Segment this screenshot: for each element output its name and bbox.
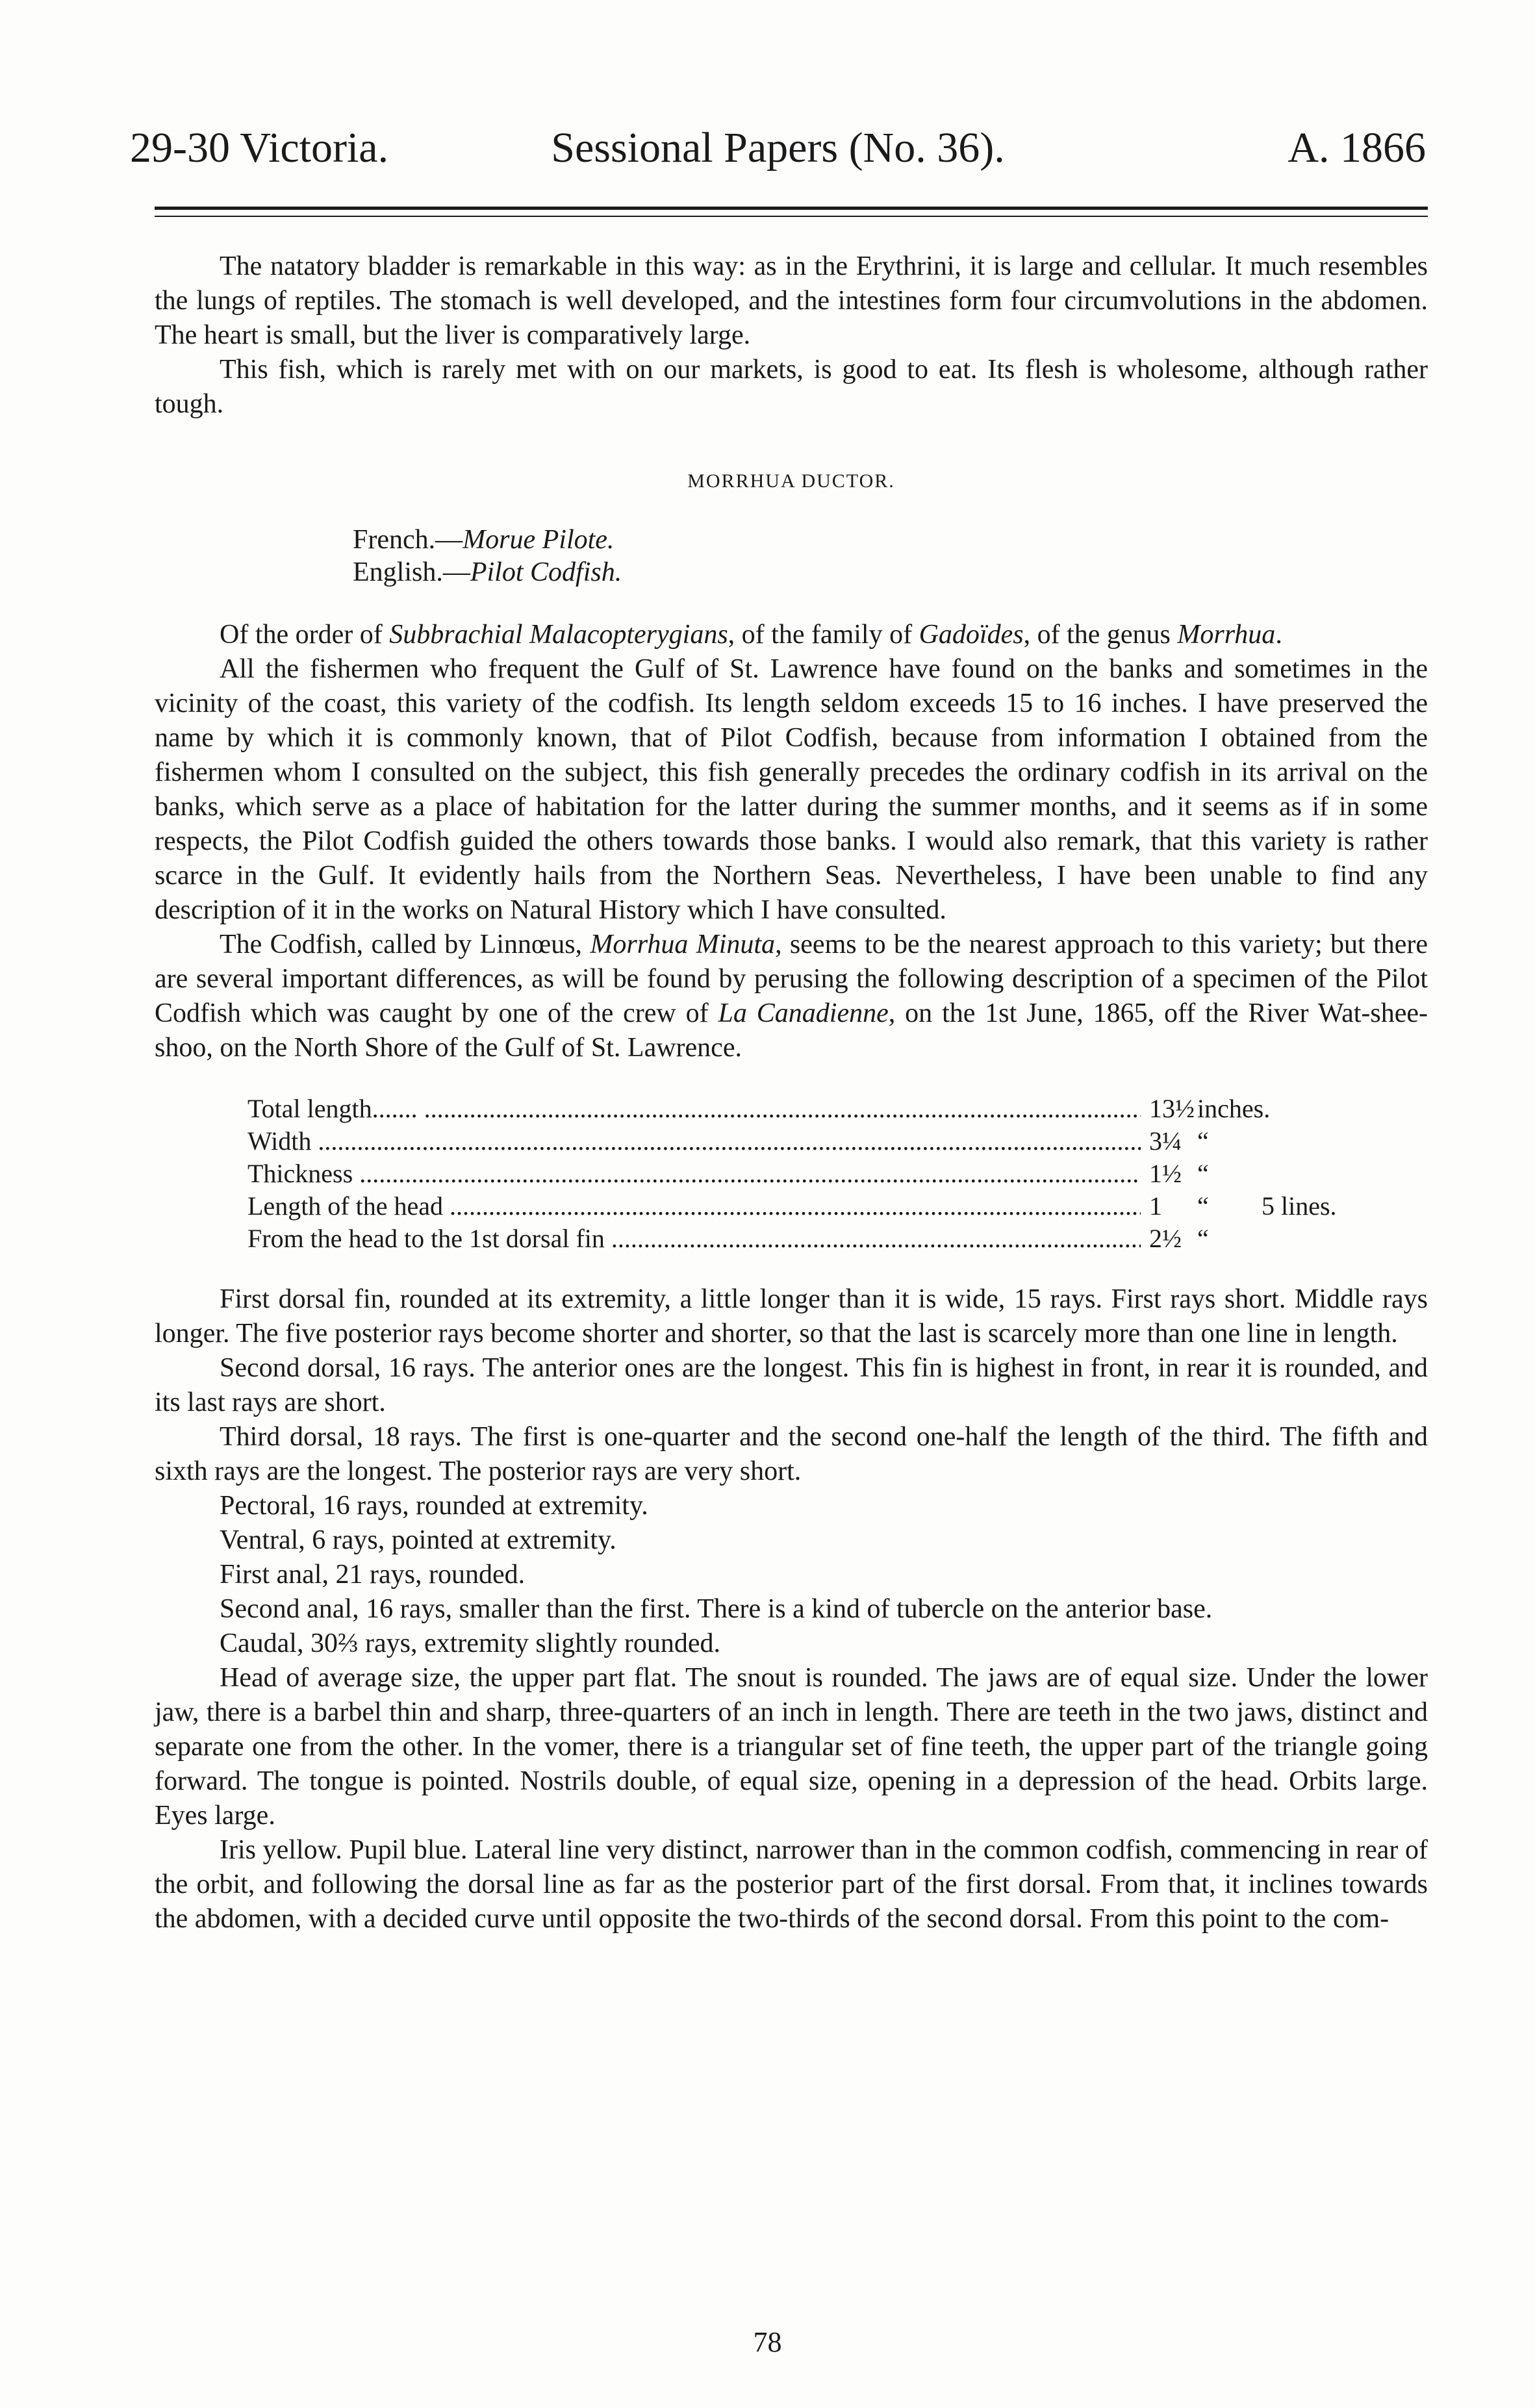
section-heading: MORRHUA DUCTOR. — [687, 470, 895, 492]
vessel-name: La Canadienne — [718, 998, 889, 1028]
header-year: A. 1866 — [1288, 124, 1426, 171]
measurement-value: 3¼ — [1149, 1126, 1182, 1156]
measurement-unit: “ — [1197, 1159, 1209, 1188]
header-title: Sessional Papers (No. 36). — [551, 124, 1005, 171]
paragraph-first-dorsal: First dorsal fin, rounded at its extremity, a little longer than it is wide, 15 rays. First rays short. Middle rays longer. The five posterior rays become shorter and shorter, so that the last is scarcely more than one line in length. — [155, 1284, 1428, 1349]
paragraph-fishermen: All the fishermen who frequent the Gulf of St. Lawrence have found on the banks and sometimes in the vicinity of the coast, this variety of the codfish. Its length seldom exceeds 15 to 16 inches. I have preserved the name by which it is commonly known, that of Pilot Codfish, because from information I obtained from the fishermen whom I consulted on the subject, this fish generally precedes the ordinary codfish in its arrival on the banks, which serve as a place of habitation for the latter during the summer months, and it seems as if in some respects, the Pilot Codfish guided the others towards those banks. I would also remark, that this variety is rather scarce in the Gulf. It evidently hails from the Northern Seas. Nevertheless, I have been unable to find any description of it in the works on Natural History which I have consulted. — [155, 654, 1428, 925]
measurement-label: Thickness ..... — [247, 1158, 1141, 1190]
linnaeus-text-1: The Codfish, called by Linnœus, — [220, 930, 590, 959]
paragraph-edibility: This fish, which is rarely met with on our markets, is good to eat. Its flesh is wholesome, although rather tough. — [155, 355, 1428, 419]
running-header — [130, 116, 1426, 181]
genus-name: Morrhua — [1177, 620, 1276, 650]
paragraph-ventral: Ventral, 6 rays, pointed at extremity. — [220, 1525, 616, 1555]
measurement-label: Width ..... — [247, 1125, 1141, 1158]
paragraph-caudal: Caudal, 30⅔ rays, extremity slightly rounded. — [220, 1629, 721, 1658]
classification-text-2: , of the family of — [728, 620, 919, 650]
paragraph-third-dorsal: Third dorsal, 18 rays. The first is one-quarter and the second one-half the length of the third. The fifth and sixth rays are the longest. The posterior rays are very short. — [155, 1422, 1428, 1486]
order-name: Subbrachial Malacopterygians — [389, 620, 728, 650]
measurement-extra: 5 lines. — [1262, 1191, 1337, 1221]
measurement-row — [247, 1190, 1337, 1223]
page-number: 78 — [753, 2326, 782, 2358]
measurement-unit: “ — [1197, 1224, 1209, 1253]
paragraph-pectoral: Pectoral, 16 rays, rounded at extremity. — [220, 1491, 648, 1521]
measurement-row — [247, 1125, 1319, 1158]
measurements-table — [247, 1093, 1337, 1255]
measurement-value: 13½ — [1149, 1094, 1195, 1123]
linnaeus-text-3: , on the 1st June, 1865, off the River Wat-shee-shoo, on the North Shore of the Gulf of St. Lawrence. — [155, 998, 1428, 1063]
header-rule-thin — [155, 216, 1428, 217]
header-session: 29-30 Victoria. — [130, 124, 389, 171]
french-name: Morue Pilote. — [463, 525, 615, 555]
classification-text-1: Of the order of — [220, 620, 390, 650]
paragraph-second-dorsal: Second dorsal, 16 rays. The anterior ones are the longest. This fin is highest in front, in rear it is rounded, and its last rays are short. — [155, 1353, 1428, 1417]
header-rule-thick — [155, 207, 1428, 210]
species-name: Morrhua Minuta — [590, 930, 776, 959]
measurement-unit: “ — [1197, 1191, 1209, 1221]
measurement-value: 1 — [1149, 1191, 1162, 1221]
measurement-label: Total length....... ..... — [247, 1093, 1141, 1125]
french-name-line — [353, 524, 1428, 556]
english-name: Pilot Codfish. — [470, 557, 622, 587]
paragraph-head: Head of average size, the upper part flat. The snout is rounded. The jaws are of equal size. Under the lower jaw, there is a barbel thin and sharp, three-quarters of an inch in length. There are teeth in the two jaws, distinct and separate one from the other. In the vomer, there is a triangular set of fine teeth, the upper part of the triangle going forward. The tongue is pointed. Nostrils double, of equal size, opening in a depression of the head. Orbits large. Eyes large. — [155, 1663, 1428, 1831]
paragraph-natatory-bladder: The natatory bladder is remarkable in this way: as in the Erythrini, it is large and cellular. It much resembles the lungs of reptiles. The stomach is well developed, and the intestines form four circumvolutions in the abdomen. The heart is small, but the liver is comparatively large. — [155, 251, 1428, 350]
measurement-value: 2½ — [1149, 1224, 1182, 1253]
measurement-row — [247, 1223, 1319, 1255]
linnaeus-text-2: , seems to be the nearest approach to this variety; but there are several important differences, as will be found by perusing the following description of a specimen of the Pilot Codfish which was caught by one of the crew of — [155, 930, 1428, 1028]
measurement-unit: inches. — [1197, 1094, 1271, 1123]
page-body — [155, 249, 1428, 1936]
paragraph-classification — [155, 618, 1428, 652]
french-label: French.— — [353, 525, 463, 555]
classification-text-3: , of the genus — [1023, 620, 1178, 650]
paragraph-linnaeus — [155, 928, 1428, 1065]
paragraph-first-anal: First anal, 21 rays, rounded. — [220, 1560, 526, 1590]
measurement-row — [247, 1158, 1319, 1190]
measurement-unit: “ — [1197, 1126, 1209, 1156]
measurement-label: From the head to the 1st dorsal fin ..... — [247, 1223, 1141, 1255]
english-label: English.— — [353, 557, 470, 587]
paragraph-second-anal: Second anal, 16 rays, smaller than the first. There is a kind of tubercle on the anterior base. — [220, 1594, 1213, 1624]
measurement-value: 1½ — [1149, 1159, 1182, 1188]
measurement-label: Length of the head ..... — [247, 1190, 1141, 1223]
common-names — [353, 524, 1428, 589]
english-name-line — [353, 556, 1428, 589]
measurement-row — [247, 1093, 1319, 1125]
paragraph-iris: Iris yellow. Pupil blue. Lateral line very distinct, narrower than in the common codfish, commencing in rear of the orbit, and following the dorsal line as far as the posterior part of the first dorsal. From that, it inclines towards the abdomen, with a decided curve until opposite the two-thirds of the second dorsal. From this point to the com- — [155, 1835, 1428, 1934]
classification-text-4: . — [1275, 620, 1282, 650]
family-name: Gadoïdes — [919, 620, 1024, 650]
